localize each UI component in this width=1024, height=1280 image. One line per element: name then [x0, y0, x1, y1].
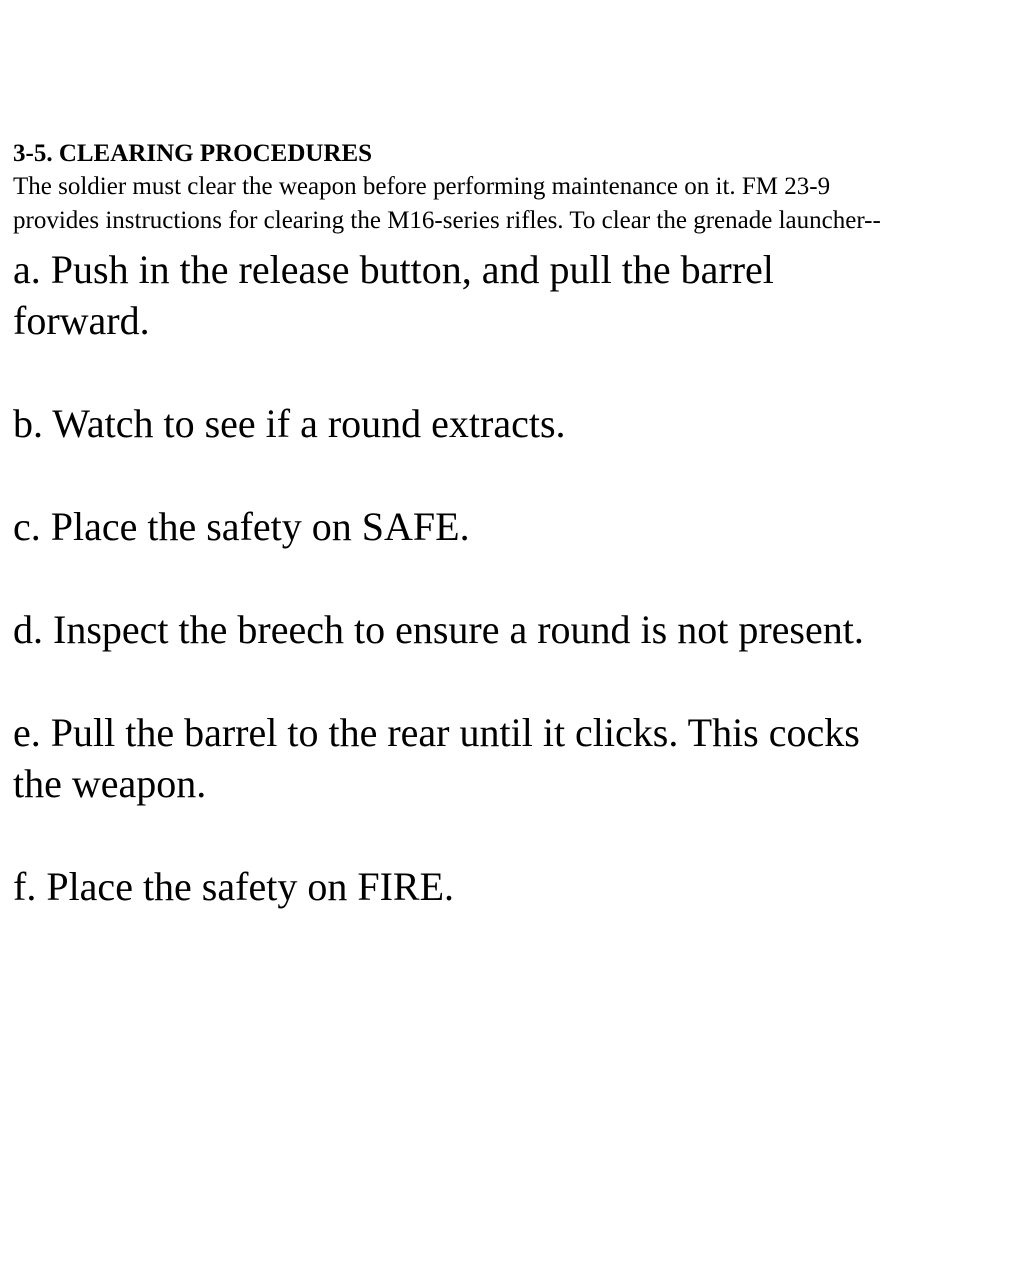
procedure-steps [13, 244, 913, 912]
step-e: e. Pull the barrel to the rear until it clicks. This cocks the weapon. [13, 710, 860, 806]
document-page [13, 139, 913, 912]
intro-paragraph: The soldier must clear the weapon before performing maintenance on it. FM 23-9 provides instructions for clearing the M16-series rifles. To clear the grenade launcher-- [13, 173, 881, 234]
step-b: b. Watch to see if a round extracts. [13, 401, 566, 446]
step-d: d. Inspect the breech to ensure a round is not present. [13, 607, 864, 652]
step-c: c. Place the safety on SAFE. [13, 504, 470, 549]
section-heading: 3-5. CLEARING PROCEDURES [13, 140, 373, 167]
step-f: f. Place the safety on FIRE. [13, 864, 454, 909]
step-a: a. Push in the release button, and pull the barrel forward. [13, 247, 774, 343]
